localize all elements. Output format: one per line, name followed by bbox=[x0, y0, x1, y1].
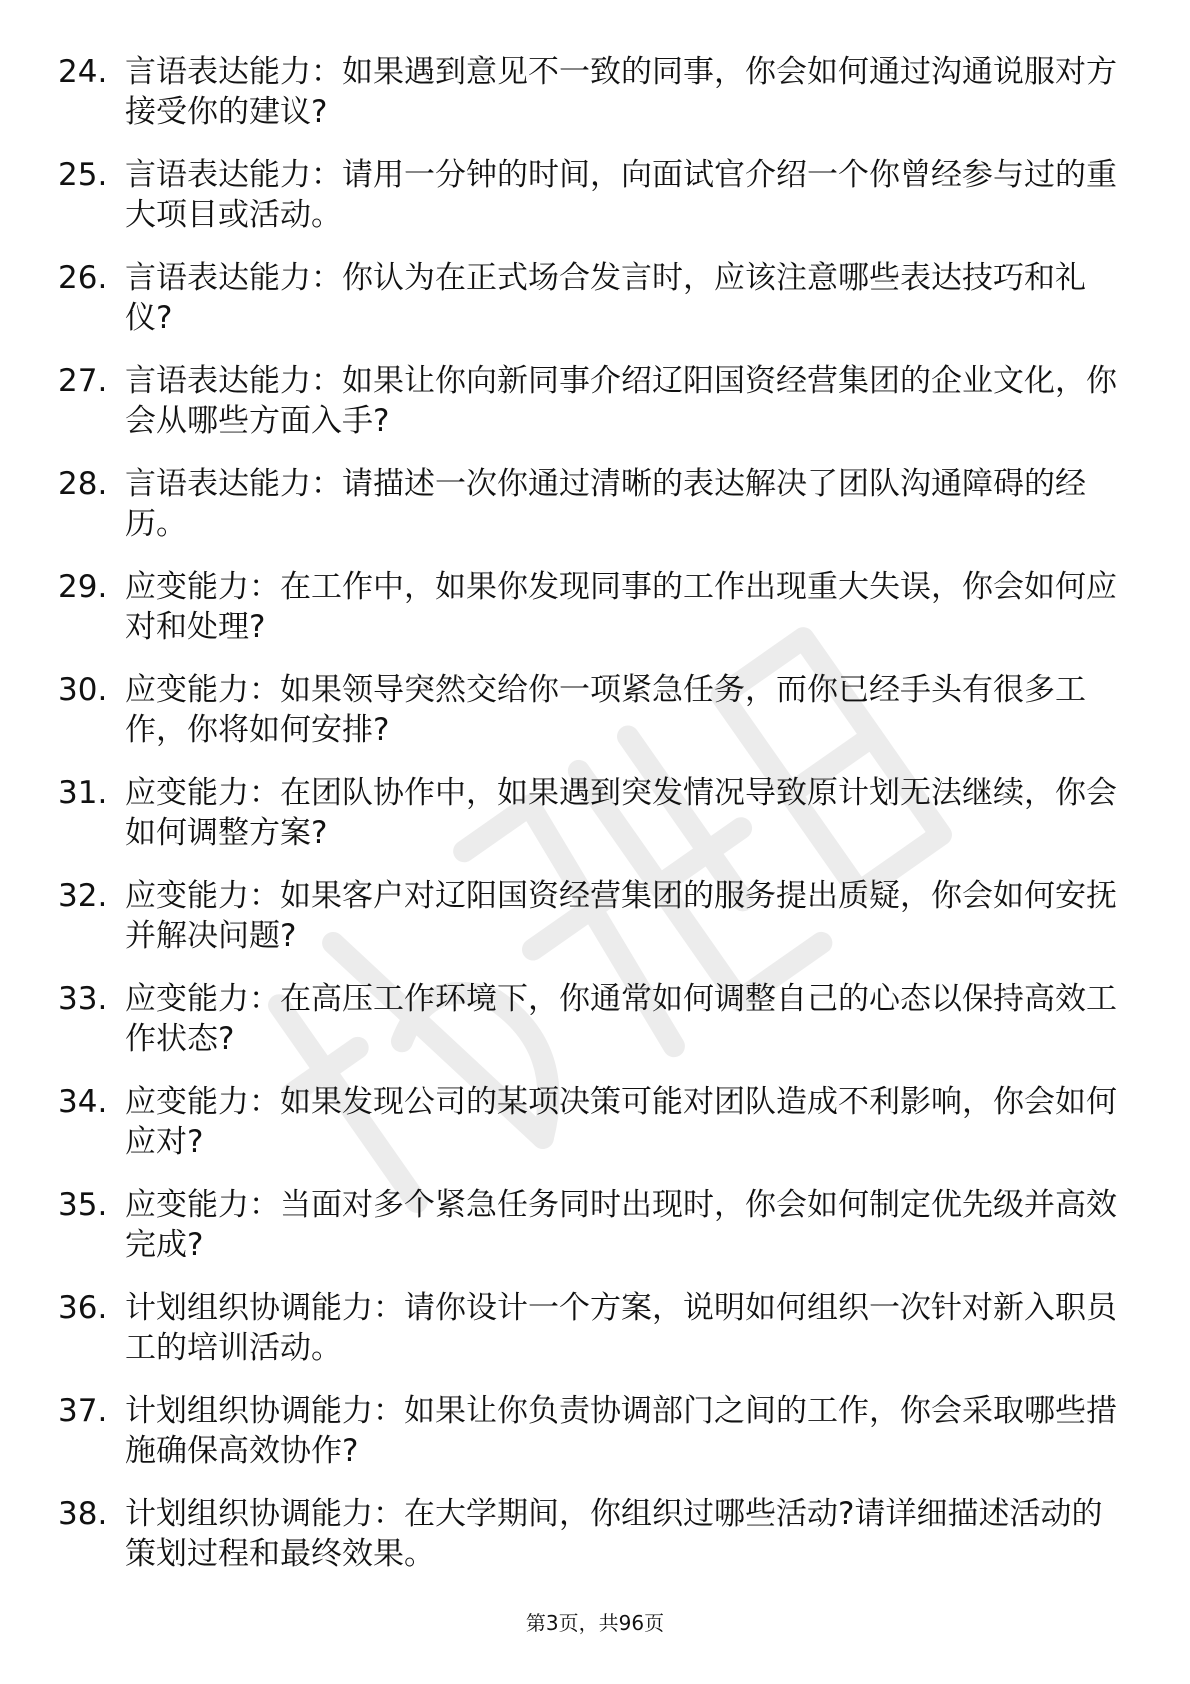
question-item bbox=[58, 52, 1118, 155]
question-text: 应变能力：如果领导突然交给你一项紧急任务，而你已经手头有很多工作，你将如何安排? bbox=[125, 672, 1086, 748]
page-footer: 第3页，共96页 bbox=[525, 1611, 665, 1635]
question-number: 32. bbox=[58, 878, 108, 914]
question-item bbox=[58, 979, 1118, 1082]
question-item bbox=[58, 155, 1118, 258]
question-number: 25. bbox=[58, 157, 108, 193]
question-number: 36. bbox=[58, 1290, 108, 1326]
question-number: 28. bbox=[58, 466, 108, 502]
question-number: 38. bbox=[58, 1496, 108, 1532]
question-item bbox=[58, 258, 1118, 361]
question-text: 计划组织协调能力：在大学期间，你组织过哪些活动?请详细描述活动的策划过程和最终效果。 bbox=[125, 1496, 1103, 1572]
question-item bbox=[58, 876, 1118, 979]
question-text: 言语表达能力：你认为在正式场合发言时，应该注意哪些表达技巧和礼仪? bbox=[125, 260, 1086, 336]
question-text: 计划组织协调能力：如果让你负责协调部门之间的工作，你会采取哪些措施确保高效协作? bbox=[125, 1393, 1117, 1469]
question-number: 34. bbox=[58, 1084, 108, 1120]
question-item bbox=[58, 1082, 1118, 1185]
question-number: 24. bbox=[58, 54, 108, 90]
question-item bbox=[58, 361, 1118, 464]
question-text: 应变能力：在工作中，如果你发现同事的工作出现重大失误，你会如何应对和处理? bbox=[125, 569, 1117, 645]
question-item bbox=[58, 773, 1118, 876]
question-item bbox=[58, 1494, 1118, 1597]
question-number: 31. bbox=[58, 775, 108, 811]
question-number: 37. bbox=[58, 1393, 108, 1429]
question-text: 应变能力：在团队协作中，如果遇到突发情况导致原计划无法继续，你会如何调整方案? bbox=[125, 775, 1117, 851]
question-text: 言语表达能力：请描述一次你通过清晰的表达解决了团队沟通障碍的经历。 bbox=[125, 466, 1086, 542]
question-text: 计划组织协调能力：请你设计一个方案，说明如何组织一次针对新入职员工的培训活动。 bbox=[125, 1290, 1117, 1366]
question-item bbox=[58, 670, 1118, 773]
question-number: 27. bbox=[58, 363, 108, 399]
question-list bbox=[58, 52, 1118, 1597]
question-number: 26. bbox=[58, 260, 108, 296]
question-text: 言语表达能力：如果让你向新同事介绍辽阳国资经营集团的企业文化，你会从哪些方面入手? bbox=[125, 363, 1117, 439]
question-number: 35. bbox=[58, 1187, 108, 1223]
question-item bbox=[58, 1391, 1118, 1494]
question-number: 29. bbox=[58, 569, 108, 605]
question-number: 30. bbox=[58, 672, 108, 708]
question-item bbox=[58, 1288, 1118, 1391]
question-text: 应变能力：如果发现公司的某项决策可能对团队造成不利影响，你会如何应对? bbox=[125, 1084, 1117, 1160]
question-item bbox=[58, 1185, 1118, 1288]
question-text: 言语表达能力：如果遇到意见不一致的同事，你会如何通过沟通说服对方接受你的建议? bbox=[125, 54, 1117, 130]
question-text: 应变能力：在高压工作环境下，你通常如何调整自己的心态以保持高效工作状态? bbox=[125, 981, 1117, 1057]
question-number: 33. bbox=[58, 981, 108, 1017]
question-text: 言语表达能力：请用一分钟的时间，向面试官介绍一个你曾经参与过的重大项目或活动。 bbox=[125, 157, 1117, 233]
question-item bbox=[58, 567, 1118, 670]
question-item bbox=[58, 464, 1118, 567]
question-text: 应变能力：当面对多个紧急任务同时出现时，你会如何制定优先级并高效完成? bbox=[125, 1187, 1117, 1263]
question-text: 应变能力：如果客户对辽阳国资经营集团的服务提出质疑，你会如何安抚并解决问题? bbox=[125, 878, 1117, 954]
